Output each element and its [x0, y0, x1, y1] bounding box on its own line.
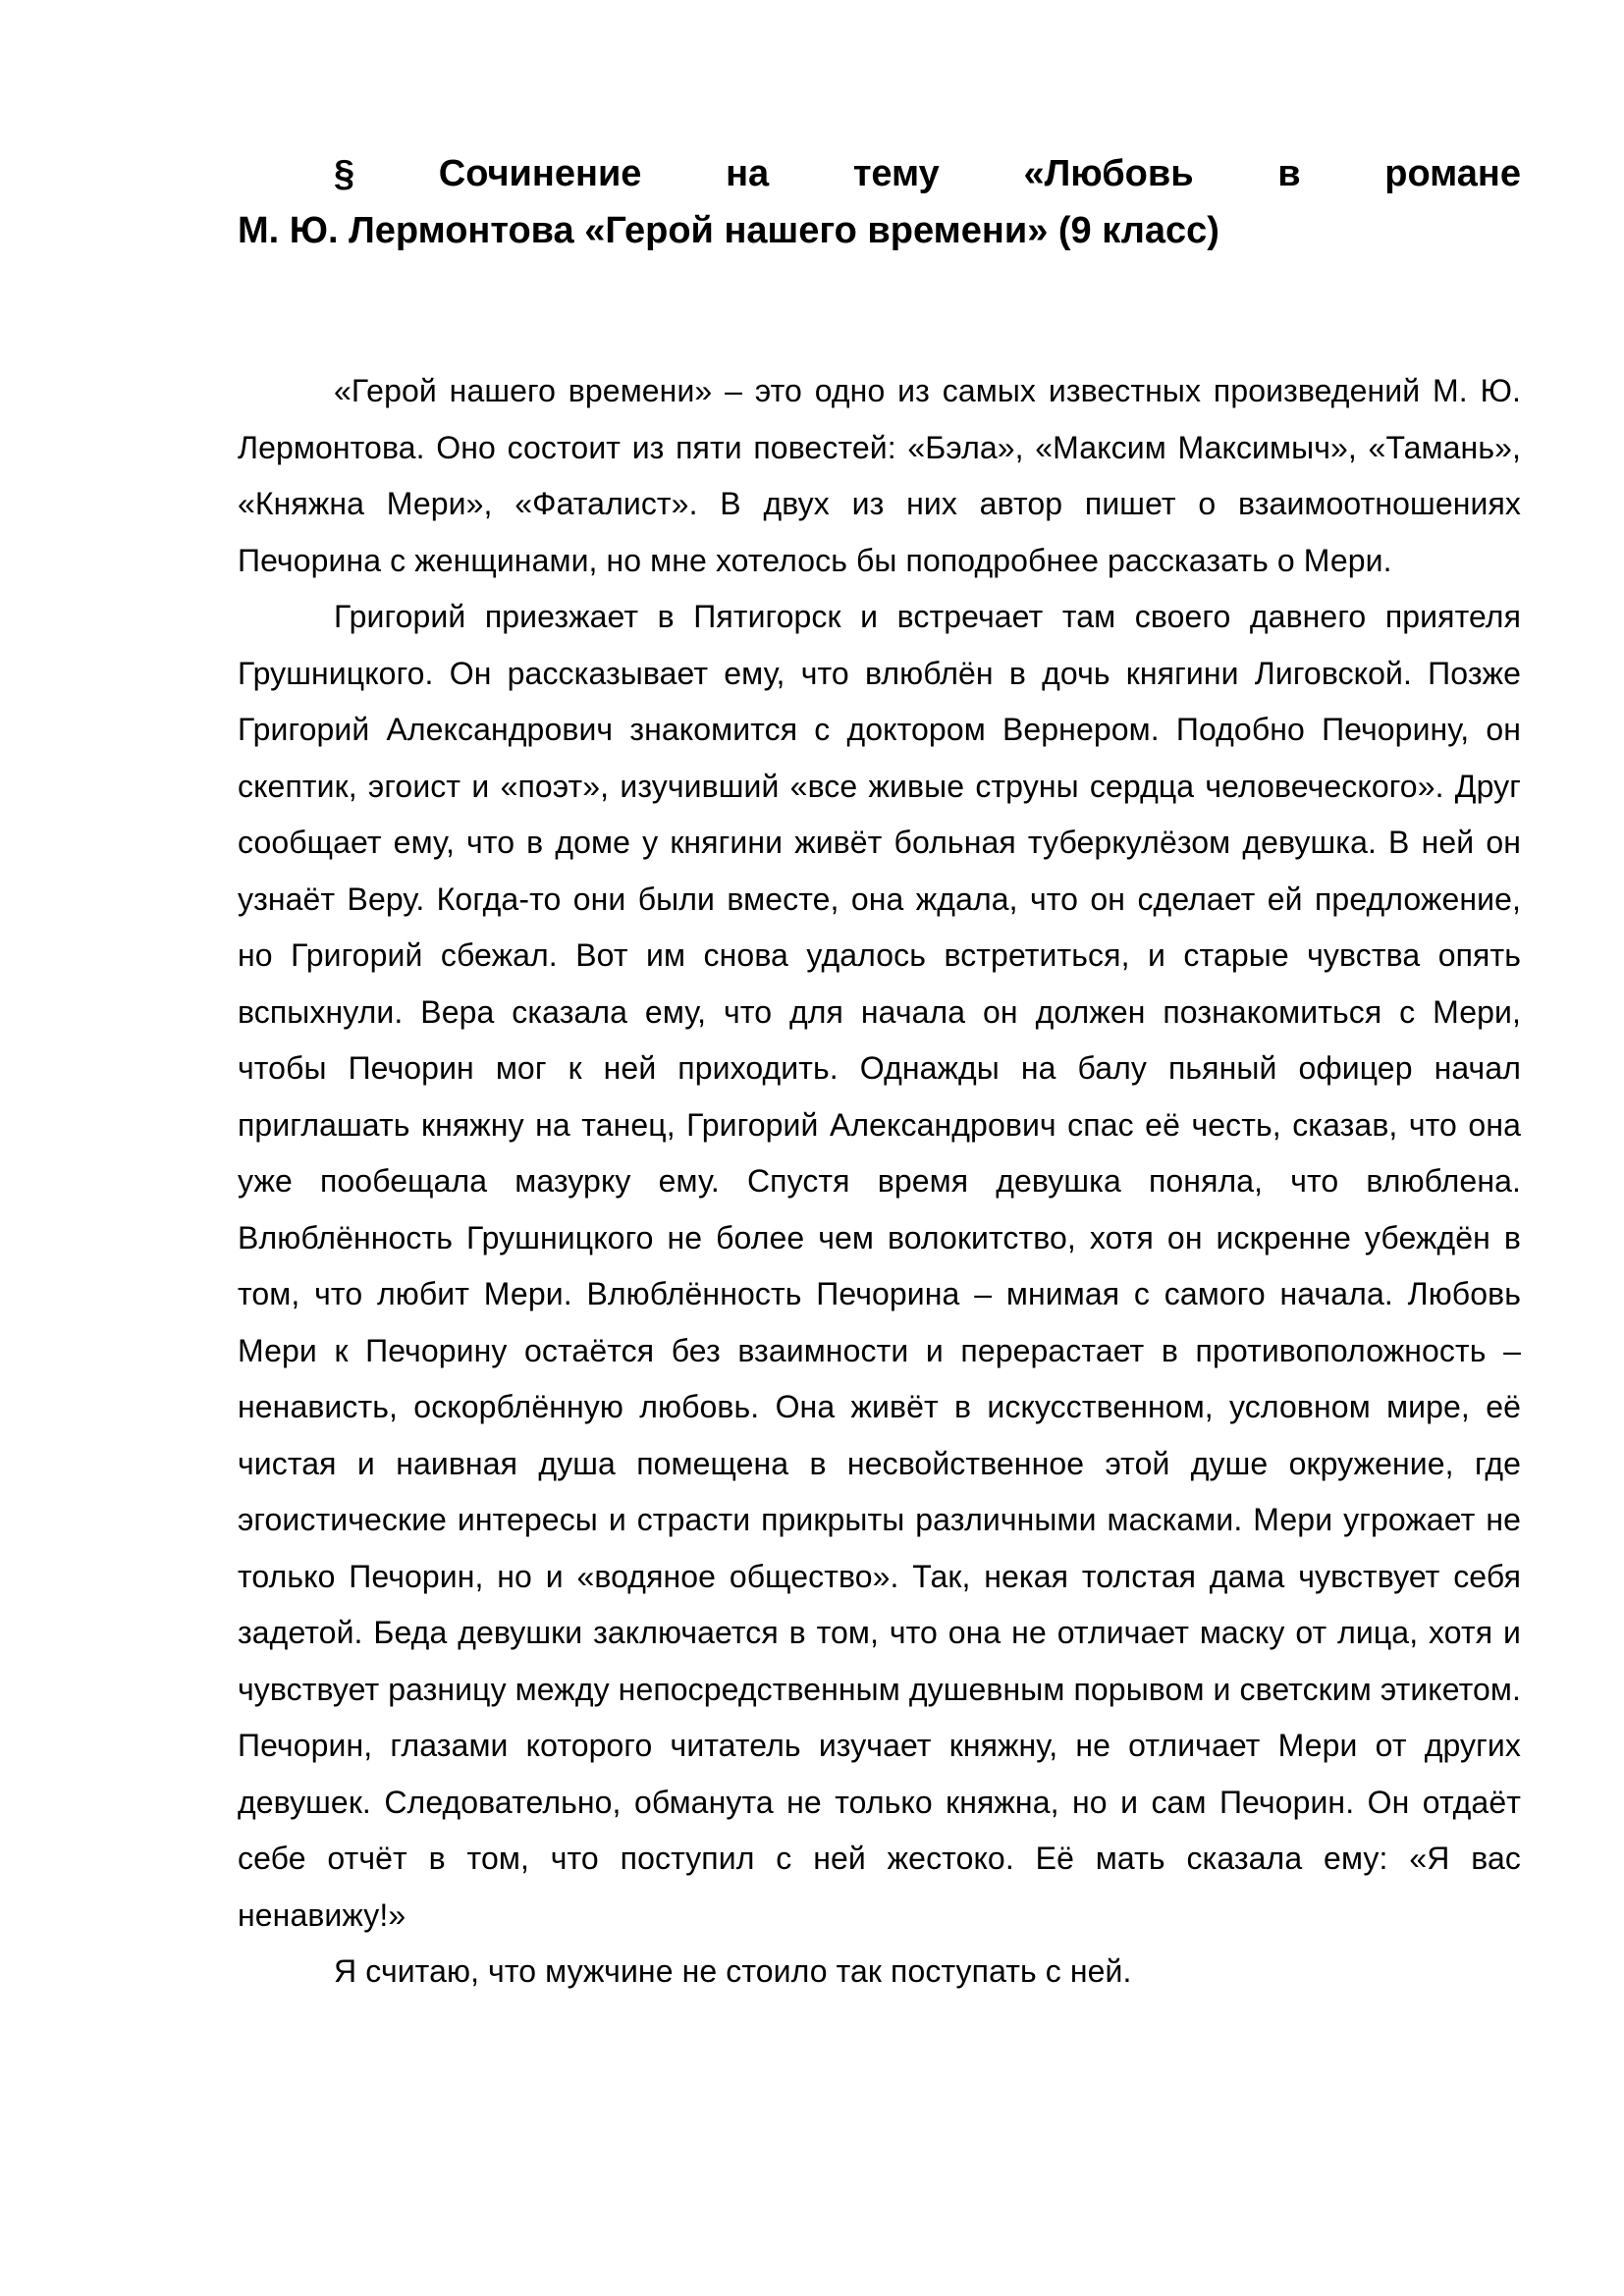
- title-line-1: § Сочинение на тему «Любовь в романе: [334, 153, 1521, 194]
- paragraph-intro: «Герой нашего времени» – это одно из самых известных произведений М. Ю. Лермонтова. Оно состоит из пяти повестей: «Бэла», «Максим Максимыч», «Тамань», «Княжна Мери», «Фаталист». В двух из них автор пишет о взаимоотношениях Печорина с женщинами, но мне хотелось бы поподробнее рассказать о Мери.: [238, 373, 1521, 578]
- paragraph-main: Григорий приезжает в Пятигорск и встречает там своего давнего приятеля Грушницкого. Он рассказывает ему, что влюблён в дочь княгини Лиговской. Позже Григорий Александрович знакомится с доктором Вернером. Подобно Печорину, он скептик, эгоист и «поэт», изучивший «все живые струны сердца человеческого». Друг сообщает ему, что в доме у княгини живёт больная туберкулёзом девушка. В ней он узнаёт Веру. Когда-то они были вместе, она ждала, что он сделает ей предложение, но Григорий сбежал. Вот им снова удалось встретиться, и старые чувства опять вспыхнули. Вера сказала ему, что для начала он должен познакомиться с Мери, чтобы Печорин мог к ней приходить. Однажды на балу пьяный офицер начал приглашать княжну на танец, Григорий Александрович спас её честь, сказав, что она уже пообещала мазурку ему. Спустя время девушка поняла, что влюблена. Влюблённость Грушницкого не более чем волокитство, хотя он искренне убеждён в том, что любит Мери. Влюблённость Печорина – мнимая с самого начала. Любовь Мери к Печорину остаётся без взаимности и перерастает в противоположность – ненависть, оскорблённую любовь. Она живёт в искусственном, условном мире, её чистая и наивная душа помещена в несвойственное этой душе окружение, где эгоистические интересы и страсти прикрыты различными масками. Мери угрожает не только Печорин, но и «водяное общество». Так, некая толстая дама чувствует себя задетой. Беда девушки заключается в том, что она не отличает маску от лица, хотя и чувствует разницу между непосредственным душевным порывом и светским этикетом. Печорин, глазами которого читатель изучает княжну, не отличает Мери от других девушек. Следовательно, обманута не только княжна, но и сам Печорин. Он отдаёт себе отчёт в том, что поступил с ней жестоко. Её мать сказала ему: «Я вас ненавижу!»: [238, 599, 1521, 1933]
- document-title: [238, 145, 1521, 259]
- paragraph-conclusion: Я считаю, что мужчине не стоило так поступать с ней.: [334, 1953, 1132, 1989]
- document-body: [238, 363, 1521, 2001]
- title-line-2: М. Ю. Лермонтова «Герой нашего времени» (9 класс): [238, 210, 1219, 251]
